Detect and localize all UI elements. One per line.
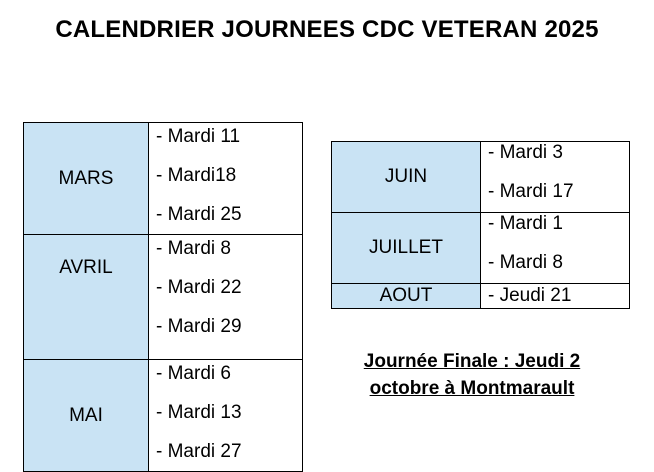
date-item: - Mardi18 xyxy=(156,165,237,186)
date-item: - Mardi 17 xyxy=(488,181,574,202)
table-row xyxy=(24,123,303,235)
date-item: - Mardi 11 xyxy=(156,126,241,147)
month-cell-mars: MARS xyxy=(24,123,149,235)
month-cell-avril: AVRIL xyxy=(24,235,149,360)
date-item: - Mardi 8 xyxy=(488,252,563,273)
date-item: - Mardi 3 xyxy=(488,142,563,163)
page-title: CALENDRIER JOURNEES CDC VETERAN 2025 xyxy=(55,16,599,43)
month-cell-aout: AOUT xyxy=(332,284,481,309)
dates-cell-mai xyxy=(149,360,303,472)
date-item: - Mardi 25 xyxy=(156,204,242,225)
date-item: - Mardi 29 xyxy=(156,316,242,337)
month-cell-mai: MAI xyxy=(24,360,149,472)
dates-cell-juillet xyxy=(481,213,630,284)
table-row xyxy=(24,235,303,360)
dates-cell-mars xyxy=(149,123,303,235)
table-row xyxy=(24,360,303,472)
date-item: - Mardi 22 xyxy=(156,277,242,298)
dates-cell-aout xyxy=(481,284,630,309)
date-item: - Mardi 6 xyxy=(156,363,231,384)
dates-cell-juin xyxy=(481,142,630,213)
date-item: - Mardi 27 xyxy=(156,441,242,462)
date-item: - Mardi 1 xyxy=(488,213,563,234)
date-item: - Jeudi 21 xyxy=(488,285,572,306)
calendar-table-right xyxy=(331,141,630,309)
finale-line-1: Journée Finale : Jeudi 2 xyxy=(363,351,581,372)
month-cell-juin: JUIN xyxy=(332,142,481,213)
finale-line-2: octobre à Montmarault xyxy=(369,378,575,399)
table-row xyxy=(332,284,630,309)
finale-notice xyxy=(331,348,613,402)
month-cell-juillet: JUILLET xyxy=(332,213,481,284)
calendar-table-left xyxy=(23,122,303,472)
date-item: - Mardi 8 xyxy=(156,238,231,259)
table-row xyxy=(332,142,630,213)
dates-cell-avril xyxy=(149,235,303,360)
date-item: - Mardi 13 xyxy=(156,402,242,423)
table-row xyxy=(332,213,630,284)
